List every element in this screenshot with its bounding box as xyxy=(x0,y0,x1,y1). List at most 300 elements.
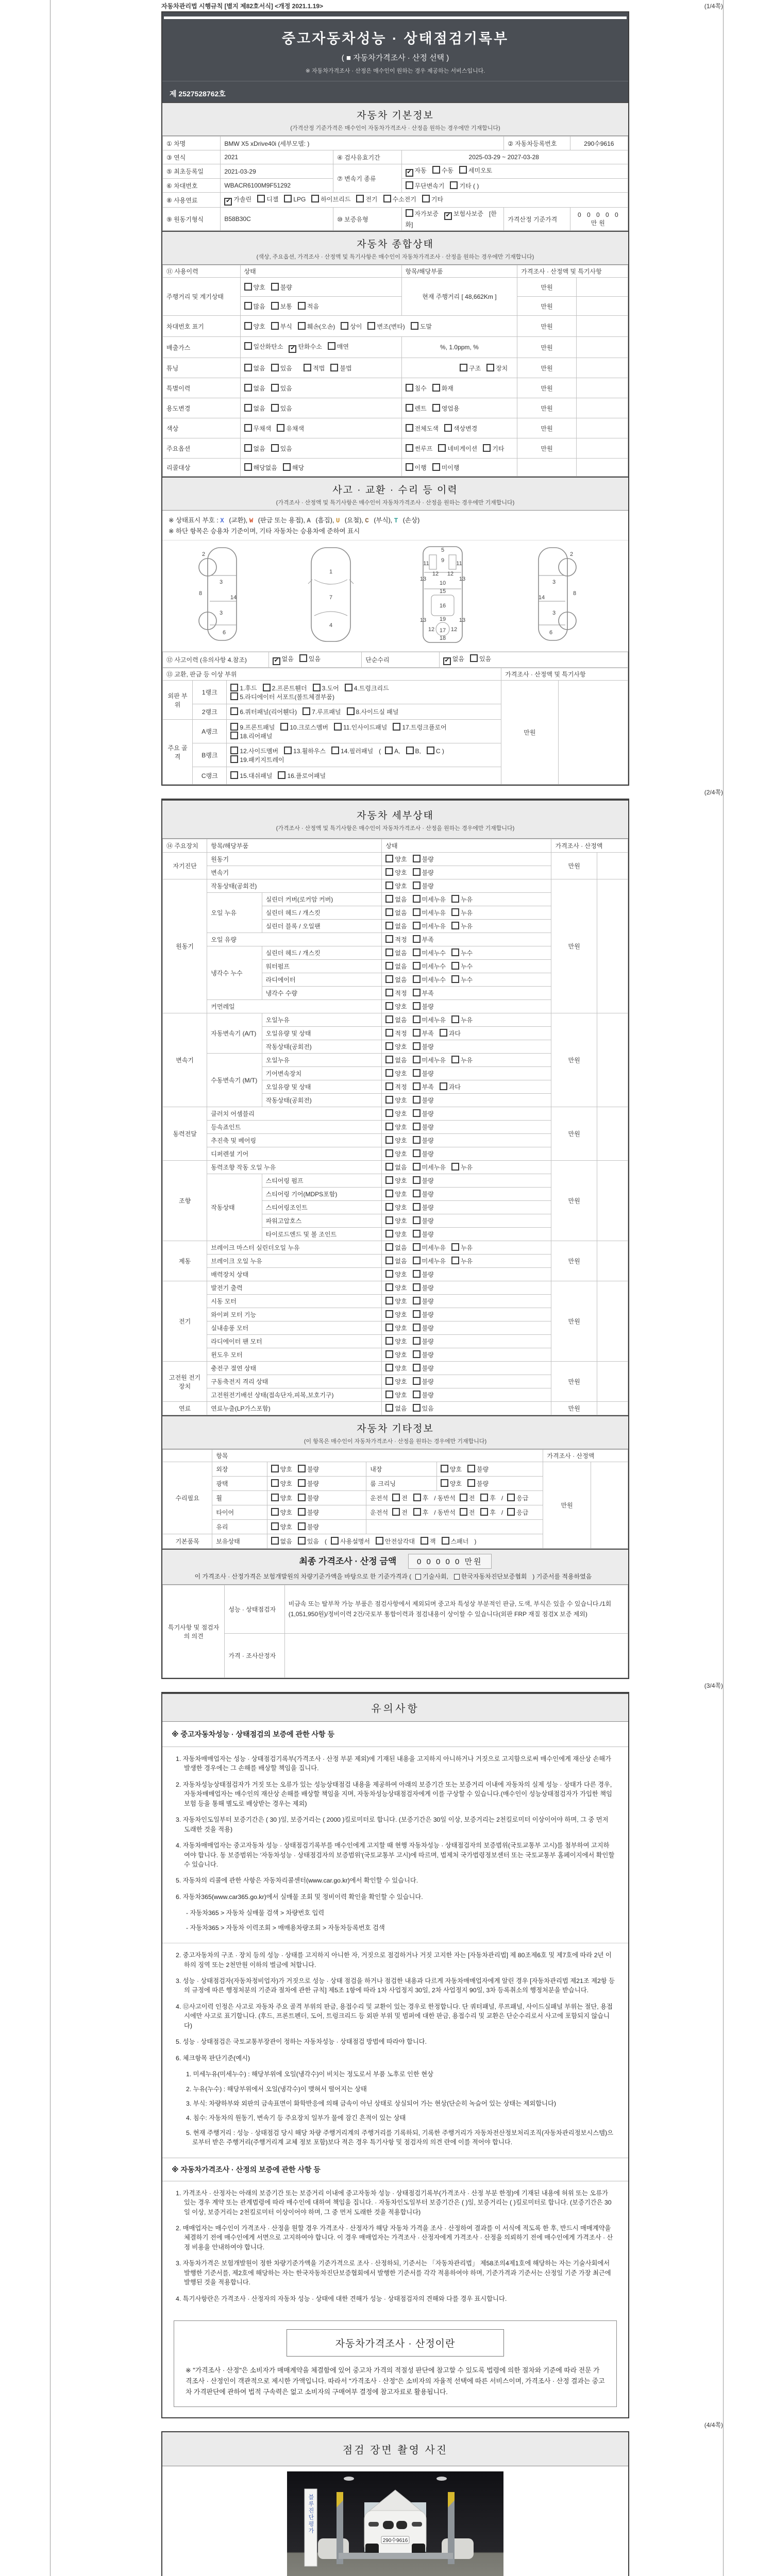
item-label: 고전원전기배선 상태(접속단자,피복,보호기구) xyxy=(207,1388,382,1402)
checkbox[interactable] xyxy=(413,1230,421,1238)
checkbox[interactable] xyxy=(385,1270,393,1278)
checkbox[interactable] xyxy=(432,384,440,392)
checkbox[interactable] xyxy=(383,195,391,202)
checkbox[interactable] xyxy=(385,1391,393,1398)
special-options xyxy=(240,378,401,398)
checkbox[interactable] xyxy=(298,1508,306,1516)
checkbox[interactable] xyxy=(299,654,307,662)
checkbox[interactable] xyxy=(413,948,421,956)
state-options xyxy=(382,1000,551,1013)
checkbox-checked[interactable] xyxy=(224,198,232,206)
option-label: 양호 xyxy=(280,1466,292,1473)
checkbox[interactable] xyxy=(298,1537,306,1545)
checkbox[interactable] xyxy=(413,882,421,889)
checkbox[interactable] xyxy=(406,444,413,452)
checkbox[interactable] xyxy=(298,322,306,330)
checkbox[interactable] xyxy=(483,444,491,452)
option-label: 과다 xyxy=(448,1083,461,1091)
checkbox[interactable] xyxy=(244,404,252,412)
checkbox[interactable] xyxy=(271,1494,279,1501)
checkbox-checked[interactable] xyxy=(273,657,280,665)
checkbox[interactable] xyxy=(230,732,238,739)
checkbox[interactable] xyxy=(432,166,440,174)
checkbox[interactable] xyxy=(451,908,459,916)
legend-desc: (교환), xyxy=(229,517,249,524)
checkbox[interactable] xyxy=(385,989,393,996)
checkbox[interactable] xyxy=(230,707,238,715)
checkbox[interactable] xyxy=(385,1257,393,1264)
checkbox[interactable] xyxy=(284,195,292,202)
checkbox[interactable] xyxy=(460,1494,467,1501)
checkbox[interactable] xyxy=(451,895,459,903)
checkbox[interactable] xyxy=(385,1283,393,1291)
item-label: 라디에이터 xyxy=(262,973,382,987)
checkbox[interactable] xyxy=(413,1216,421,1224)
device-label: 고전원 전기장치 xyxy=(163,1362,207,1402)
option-label: 안전삼각대 xyxy=(385,1538,415,1545)
checkbox[interactable] xyxy=(385,882,393,889)
checkbox[interactable] xyxy=(277,424,284,432)
overall-state-table xyxy=(162,265,628,477)
checkbox-option xyxy=(450,181,479,190)
checkbox[interactable] xyxy=(440,1029,447,1037)
row-recall-label: 리콜대상 xyxy=(163,459,241,477)
option-label: 후 xyxy=(422,1495,429,1502)
checkbox[interactable] xyxy=(413,1494,421,1501)
checkbox[interactable] xyxy=(385,908,393,916)
checkbox[interactable] xyxy=(413,1404,421,1412)
detail-row xyxy=(163,1107,628,1121)
checkbox[interactable] xyxy=(413,1350,421,1358)
item-label: 기어변속장치 xyxy=(262,1067,382,1080)
option-label: 변조(변타) xyxy=(377,323,405,330)
checkbox[interactable] xyxy=(341,322,348,330)
option-label: 없음 xyxy=(395,963,407,970)
legend-code: C xyxy=(365,517,373,524)
checkbox[interactable] xyxy=(507,1508,515,1516)
checkbox[interactable] xyxy=(244,283,252,291)
checkbox[interactable] xyxy=(311,195,319,202)
checkbox[interactable] xyxy=(271,1522,279,1530)
checkbox[interactable] xyxy=(244,322,252,330)
price-unit: 만원 xyxy=(517,358,576,378)
checkbox[interactable] xyxy=(385,935,393,943)
checkbox[interactable] xyxy=(313,684,321,691)
checkbox[interactable] xyxy=(422,195,430,202)
checkbox[interactable] xyxy=(271,404,279,412)
checkbox-checked[interactable] xyxy=(444,212,452,220)
checkbox-checked[interactable] xyxy=(289,345,296,353)
checkbox[interactable] xyxy=(413,908,421,916)
checkbox[interactable] xyxy=(460,364,467,371)
checkbox[interactable] xyxy=(356,195,364,202)
checkbox[interactable] xyxy=(413,1337,421,1345)
checkbox[interactable] xyxy=(415,1574,421,1580)
checkbox[interactable] xyxy=(385,962,393,970)
checkbox[interactable] xyxy=(451,962,459,970)
usage-type-options xyxy=(401,398,517,418)
inspection-photo-front xyxy=(287,2471,503,2576)
checkbox-option xyxy=(385,1350,407,1359)
checkbox[interactable] xyxy=(392,1508,400,1516)
checkbox-option xyxy=(413,1324,434,1332)
checkbox[interactable] xyxy=(304,364,311,371)
checkbox[interactable] xyxy=(385,975,393,983)
checkbox[interactable] xyxy=(230,771,238,779)
option-label: 전 xyxy=(468,1509,475,1516)
checkbox[interactable] xyxy=(330,364,338,371)
checkbox[interactable] xyxy=(413,1123,421,1130)
checkbox[interactable] xyxy=(271,322,279,330)
checkbox[interactable] xyxy=(451,1015,459,1023)
checkbox[interactable] xyxy=(271,444,279,452)
checkbox[interactable] xyxy=(385,1002,393,1010)
checkbox[interactable] xyxy=(432,463,440,471)
checkbox[interactable] xyxy=(451,948,459,956)
checkbox[interactable] xyxy=(385,1190,393,1197)
checkbox[interactable] xyxy=(298,1465,306,1472)
checkbox-option xyxy=(432,384,453,393)
checkbox[interactable] xyxy=(406,424,413,432)
checkbox[interactable] xyxy=(385,1324,393,1331)
diagram-side-left xyxy=(199,548,237,640)
checkbox[interactable] xyxy=(411,322,418,330)
checkbox[interactable] xyxy=(230,747,238,754)
checkbox[interactable] xyxy=(413,1283,421,1291)
state-options xyxy=(382,1134,551,1147)
checkbox[interactable] xyxy=(263,684,271,691)
checkbox[interactable] xyxy=(450,181,458,189)
checkbox[interactable] xyxy=(347,707,355,715)
checkbox[interactable] xyxy=(271,364,279,371)
checkbox[interactable] xyxy=(413,868,421,876)
checkbox[interactable] xyxy=(230,684,238,691)
price-blank xyxy=(597,1362,628,1402)
checkbox[interactable] xyxy=(257,195,265,202)
checkbox-option xyxy=(284,747,326,755)
checkbox[interactable] xyxy=(406,181,413,189)
option-label: 불량 xyxy=(422,869,434,876)
checkbox[interactable] xyxy=(393,723,400,731)
checkbox[interactable] xyxy=(451,922,459,929)
notice-item: 2. 자동차성능상태점검자가 거짓 또는 오류가 있는 성능상태점검 내용을 제공하여 아래의 보증기간 또는 보증거리 이내에 자동차의 실제 성능 · 상태가 다른 경우, 자동차매매업자는 매수인의 재산상 손해를 배상할 책임을 지며, 자동차성능상태점검자에게 이를 구상할 수 있습니다.(매수인이 성능상태점검자가 가입한 책임보험 등을 통해 별도로 배상받는 경우는 제외) xyxy=(176,1781,612,1807)
checkbox[interactable] xyxy=(413,1203,421,1211)
checkbox[interactable] xyxy=(385,1230,393,1238)
checkbox[interactable] xyxy=(271,1479,279,1487)
checkbox[interactable] xyxy=(427,747,434,754)
checkbox[interactable] xyxy=(385,1377,393,1385)
checkbox[interactable] xyxy=(467,1465,475,1472)
item-label: 워터펌프 xyxy=(262,960,382,973)
checkbox[interactable] xyxy=(244,424,252,432)
checkbox[interactable] xyxy=(244,364,252,371)
checkbox[interactable] xyxy=(385,1123,393,1130)
checkbox[interactable] xyxy=(385,1404,393,1412)
checkbox[interactable] xyxy=(451,975,459,983)
option-label: 14.필러패널 xyxy=(341,747,374,755)
state-options xyxy=(382,1054,551,1067)
checkbox[interactable] xyxy=(441,1465,448,1472)
checkbox[interactable] xyxy=(451,1257,459,1264)
checkbox[interactable] xyxy=(442,1537,449,1545)
checkbox[interactable] xyxy=(230,755,238,763)
notice-item: 2. 매매업자는 매수인이 가격조사 · 산정을 원할 경우 가격조사 · 산정자가 해당 자동차 가격을 조사 · 산정하여 결과를 이 서식에 적도록 한 후, 반드시 매매계약을 체결하기 전에 매수인에게 서면으로 고지하여야 합니다. 이 경우 매매업자는 가격조사 · 산정자에게 가격조사 · 산정을 의뢰하기 전에 매수인에게 가격조사 · 산정 비용을 안내하여야 합니다. xyxy=(176,2225,613,2251)
option-label: C ) xyxy=(435,747,444,755)
checkbox[interactable] xyxy=(385,1029,393,1037)
checkbox[interactable] xyxy=(271,1537,279,1545)
checkbox[interactable] xyxy=(298,1479,306,1487)
checkbox[interactable] xyxy=(413,1324,421,1331)
checkbox[interactable] xyxy=(244,444,252,452)
checkbox[interactable] xyxy=(367,322,375,330)
checkbox-option xyxy=(244,444,265,453)
checkbox[interactable] xyxy=(331,1537,339,1545)
checkbox[interactable] xyxy=(413,1257,421,1264)
checkbox[interactable] xyxy=(298,302,306,310)
detail-row xyxy=(163,853,628,866)
checkbox[interactable] xyxy=(385,1243,393,1251)
checkbox[interactable] xyxy=(413,1136,421,1144)
checkbox[interactable] xyxy=(413,1190,421,1197)
diagram-part-number: 13 xyxy=(419,617,427,623)
checkbox[interactable] xyxy=(421,1537,428,1545)
checkbox-checked[interactable] xyxy=(406,169,413,177)
checkbox[interactable] xyxy=(278,771,285,779)
checkbox[interactable] xyxy=(486,364,494,371)
checkbox[interactable] xyxy=(385,1042,393,1050)
option-label: 11.인사이드패널 xyxy=(343,723,388,731)
checkbox[interactable] xyxy=(413,1082,421,1090)
checkbox[interactable] xyxy=(385,1216,393,1224)
checkbox[interactable] xyxy=(459,166,467,174)
checkbox[interactable] xyxy=(444,424,452,432)
checkbox[interactable] xyxy=(244,384,252,392)
checkbox[interactable] xyxy=(470,654,478,662)
checkbox[interactable] xyxy=(385,1364,393,1371)
checkbox[interactable] xyxy=(413,1096,421,1104)
checkbox[interactable] xyxy=(298,1494,306,1501)
option-label: 10.크로스멤버 xyxy=(290,723,329,731)
device-label: 제동 xyxy=(163,1241,207,1281)
checkbox[interactable] xyxy=(334,723,342,731)
state-options xyxy=(382,1013,551,1027)
checkbox[interactable] xyxy=(271,384,279,392)
checkbox[interactable] xyxy=(406,463,413,471)
checkbox-option xyxy=(385,1297,407,1306)
checkbox[interactable] xyxy=(385,1310,393,1318)
option-label: 있음 xyxy=(280,445,292,452)
diagram-part-number: 15 xyxy=(439,588,446,595)
option-label: 있음 xyxy=(280,404,292,412)
checkbox[interactable] xyxy=(413,1002,421,1010)
checkbox[interactable] xyxy=(451,1056,459,1063)
checkbox[interactable] xyxy=(406,384,413,392)
checkbox[interactable] xyxy=(413,1042,421,1050)
section-overall-title: 자동차 종합상태 xyxy=(357,239,434,250)
checkbox-option xyxy=(271,1465,292,1473)
checkbox[interactable] xyxy=(480,1494,488,1501)
checkbox[interactable] xyxy=(413,935,421,943)
state-options xyxy=(382,1201,551,1214)
checkbox[interactable] xyxy=(303,707,310,715)
checkbox[interactable] xyxy=(413,1163,421,1171)
checkbox[interactable] xyxy=(385,747,393,754)
checkbox[interactable] xyxy=(298,1522,306,1530)
checkbox[interactable] xyxy=(467,1479,475,1487)
checkbox-option xyxy=(328,342,349,351)
checkbox[interactable] xyxy=(385,1350,393,1358)
checkbox[interactable] xyxy=(413,1069,421,1077)
checkbox[interactable] xyxy=(413,1029,421,1037)
checkbox[interactable] xyxy=(385,1203,393,1211)
checkbox[interactable] xyxy=(385,922,393,929)
checkbox-option xyxy=(507,1494,528,1502)
checkbox[interactable] xyxy=(244,463,252,471)
row-holding-state: 보유상태 xyxy=(212,1534,267,1549)
checkbox[interactable] xyxy=(413,962,421,970)
checkbox-option xyxy=(244,322,265,331)
state-options xyxy=(382,960,551,973)
checkbox[interactable] xyxy=(413,1015,421,1023)
checkbox[interactable] xyxy=(413,1243,421,1251)
option-label: 양호 xyxy=(395,1231,407,1238)
checkbox[interactable] xyxy=(451,1243,459,1251)
checkbox[interactable] xyxy=(385,1082,393,1090)
checkbox[interactable] xyxy=(385,895,393,903)
checkbox-option xyxy=(444,424,477,433)
option-label: 가솔린 xyxy=(233,195,252,203)
option-label: 1.후드 xyxy=(240,684,257,692)
checkbox[interactable] xyxy=(507,1494,515,1501)
checkbox[interactable] xyxy=(413,1377,421,1385)
checkbox[interactable] xyxy=(413,975,421,983)
checkbox[interactable] xyxy=(385,1069,393,1077)
checkbox[interactable] xyxy=(413,1056,421,1063)
checkbox[interactable] xyxy=(385,1136,393,1144)
checkbox[interactable] xyxy=(385,1096,393,1104)
checkbox[interactable] xyxy=(440,1082,447,1090)
checkbox[interactable] xyxy=(385,1015,393,1023)
checkbox[interactable] xyxy=(328,342,335,350)
checkbox[interactable] xyxy=(385,1163,393,1171)
checkbox[interactable] xyxy=(385,1337,393,1345)
checkbox[interactable] xyxy=(406,209,413,217)
checkbox-option xyxy=(385,1364,407,1372)
label-base-price: 가격산정 기준가격 xyxy=(504,208,570,231)
checkbox[interactable] xyxy=(385,1056,393,1063)
checkbox[interactable] xyxy=(413,1310,421,1318)
checkbox[interactable] xyxy=(385,855,393,862)
checkbox-option xyxy=(441,1479,462,1488)
checkbox[interactable] xyxy=(271,302,279,310)
checkbox-option xyxy=(406,463,427,472)
option-label: 적정 xyxy=(395,936,407,943)
diagram-part-number: 9 xyxy=(441,557,445,564)
checkbox-option xyxy=(376,1537,415,1546)
checkbox[interactable] xyxy=(392,1494,400,1501)
checkbox[interactable] xyxy=(230,692,238,700)
checkbox[interactable] xyxy=(413,1297,421,1304)
option-label: 양호 xyxy=(395,883,407,890)
checkbox[interactable] xyxy=(438,444,446,452)
checkbox[interactable] xyxy=(280,723,288,731)
checkbox[interactable] xyxy=(413,1109,421,1117)
checkbox[interactable] xyxy=(413,922,421,929)
option-label: 미세누수 xyxy=(422,963,446,970)
checkbox[interactable] xyxy=(385,1109,393,1117)
col-other-price: 가격조사 · 산정액 xyxy=(543,1450,628,1462)
recall-type-options xyxy=(401,459,517,477)
checkbox[interactable] xyxy=(406,404,413,412)
checkbox[interactable] xyxy=(406,747,414,754)
item-label: 스티어링 펌프 xyxy=(262,1174,382,1188)
checkbox-option xyxy=(438,444,477,453)
checkbox[interactable] xyxy=(385,868,393,876)
checkbox-option xyxy=(451,908,473,917)
checkbox-option xyxy=(413,1069,434,1078)
checkbox[interactable] xyxy=(385,948,393,956)
checkbox[interactable] xyxy=(460,1508,467,1516)
checkbox[interactable] xyxy=(385,1176,393,1184)
checkbox-option xyxy=(413,1096,434,1105)
checkbox[interactable] xyxy=(385,1149,393,1157)
price-blank xyxy=(597,853,628,879)
checkbox-option xyxy=(271,364,292,372)
checkbox[interactable] xyxy=(331,747,339,754)
checkbox[interactable] xyxy=(413,1508,421,1516)
option-label: 미세누유 xyxy=(422,1016,446,1024)
checkbox[interactable] xyxy=(271,283,279,291)
checkbox[interactable] xyxy=(345,684,352,691)
checkbox[interactable] xyxy=(413,1364,421,1371)
checkbox-option xyxy=(283,463,304,472)
checkbox[interactable] xyxy=(230,723,238,731)
tuning-options xyxy=(240,358,401,378)
legend-codes xyxy=(220,517,419,524)
checkbox[interactable] xyxy=(441,1479,448,1487)
checkbox[interactable] xyxy=(413,1149,421,1157)
checkbox[interactable] xyxy=(271,1508,279,1516)
checkbox[interactable] xyxy=(413,895,421,903)
checkbox[interactable] xyxy=(413,1391,421,1398)
checkbox[interactable] xyxy=(413,1176,421,1184)
option-label: 불량 xyxy=(422,1124,434,1131)
checkbox-option xyxy=(271,404,292,413)
checkbox-option xyxy=(415,1572,448,1581)
option-label: 6.쿼터패널(리어휀다) xyxy=(240,708,297,716)
checkbox[interactable] xyxy=(454,1574,460,1580)
checkbox[interactable] xyxy=(413,855,421,862)
checkbox[interactable] xyxy=(283,463,291,471)
checkbox[interactable] xyxy=(271,1465,279,1472)
checkbox[interactable] xyxy=(451,1163,459,1171)
checkbox[interactable] xyxy=(413,989,421,996)
checkbox[interactable] xyxy=(385,1297,393,1304)
checkbox[interactable] xyxy=(244,302,252,310)
checkbox-option xyxy=(413,975,446,984)
option-label: 16.플로어패널 xyxy=(287,772,326,779)
checkbox[interactable] xyxy=(284,747,292,754)
checkbox[interactable] xyxy=(376,1537,383,1545)
checkbox[interactable] xyxy=(244,342,252,350)
checkbox[interactable] xyxy=(432,404,440,412)
option-text: [한화] xyxy=(405,210,497,228)
checkbox[interactable] xyxy=(413,1270,421,1278)
checkbox-checked[interactable] xyxy=(443,657,451,665)
checkbox[interactable] xyxy=(480,1508,488,1516)
legend-note: ※ 하단 항목은 승용차 기준이며, 기타 자동차는 승용차에 준하여 표시 xyxy=(169,528,360,535)
checkbox-option xyxy=(385,908,407,917)
